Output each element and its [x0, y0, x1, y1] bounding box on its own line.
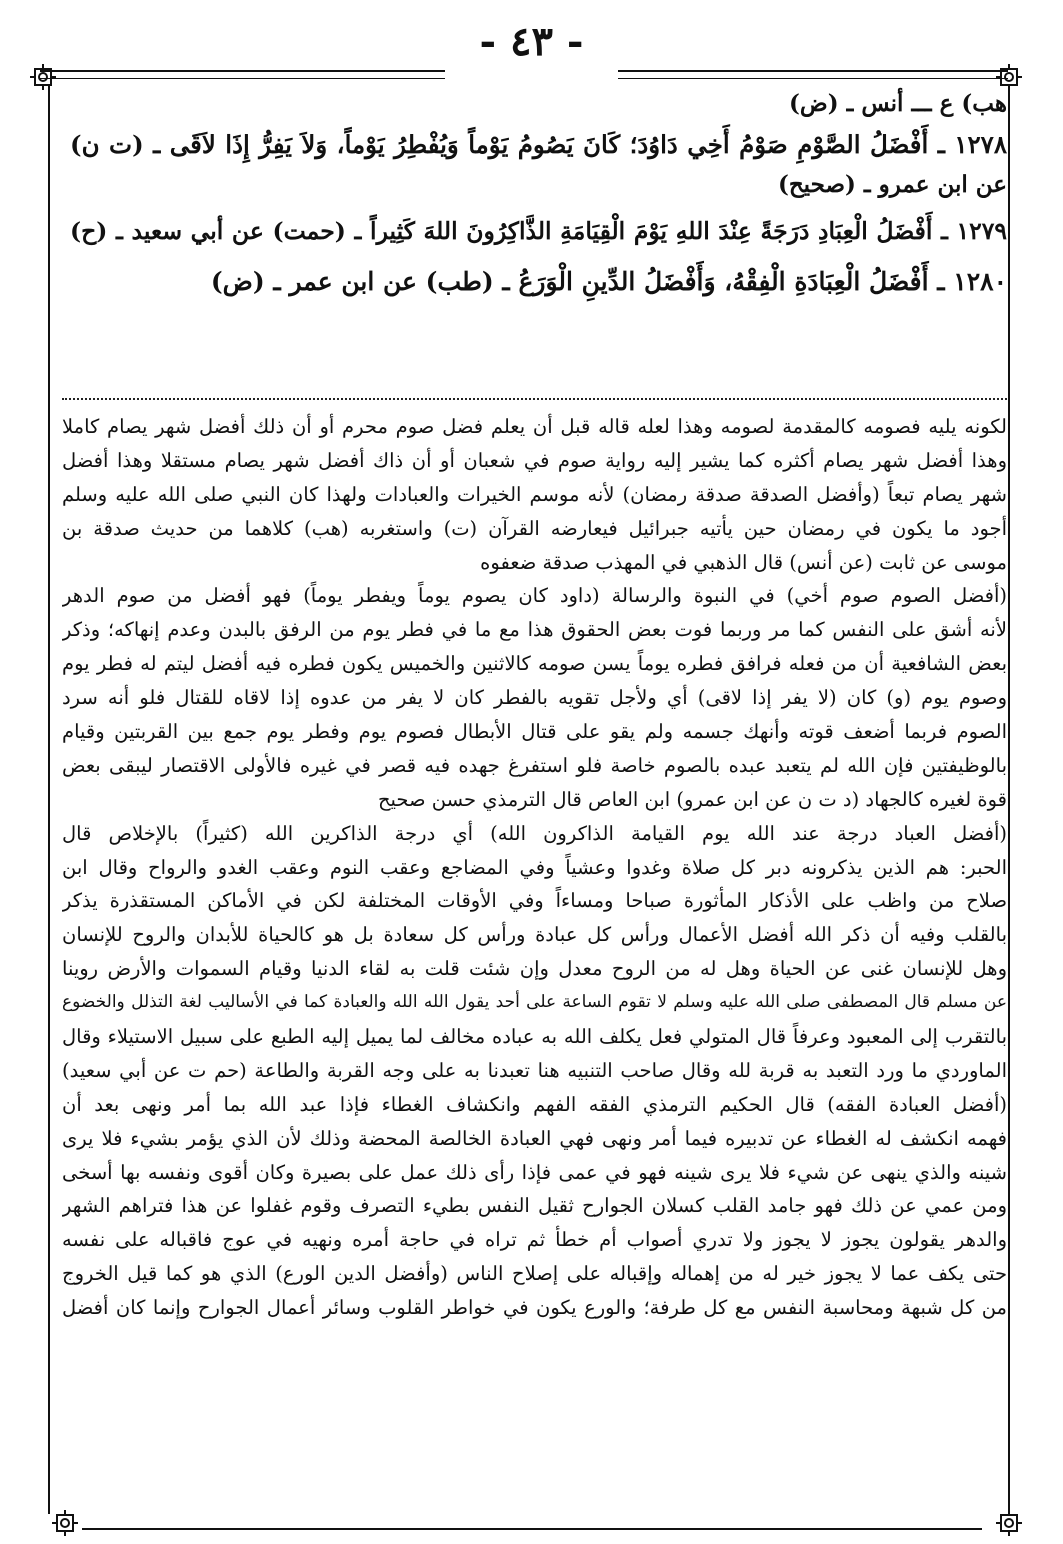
left-rule	[48, 84, 50, 1514]
commentary-line: بالتقرب إلى المعبود وعرفاً قال المتولي فعل يكلف الله به عباده مخالف لما يميل إليه الطبع على سبيل الاستيلاء وقال	[62, 1025, 1007, 1049]
hadith-1279-text: ١٢٧٩ ـ أَفْضَلُ الْعِبَادِ دَرَجَةً عِنْدَ اللهِ يَوْمَ الْقِيَامَةِ الذَّاكِرُونَ اللهَ كَثِيراً ـ (حمت) عن أبي سعيد ـ (ح)	[70, 216, 1007, 245]
commentary-line: (أفضل الصوم صوم أخي) في النبوة والرسالة (داود كان يصوم يوماً ويفطر يوماً) فهو أفضل من صوم الدهر	[62, 584, 1007, 608]
top-rule-left-lower	[40, 78, 445, 79]
commentary-line: (أفضل العباد درجة عند الله يوم القيامة الذاكرون الله) أي درجة الذاكرين الله (كثيراً) بالإخلاص قال	[62, 821, 1007, 845]
hadith-block	[70, 90, 1007, 297]
commentary-block	[62, 410, 1007, 1325]
commentary-line: قوة لغيره كالجهاد (د ت ن عن ابن عمرو) ابن العاص قال الترمذي حسن صحيح	[377, 787, 1007, 811]
right-rule	[1008, 84, 1010, 1514]
hadith-1278-source: عن ابن عمرو ـ (صحيح)	[777, 170, 1007, 198]
previous-hadith-source: هب) ع ـــ أنس ـ (ض)	[789, 90, 1007, 117]
commentary-line: بالقلب وفيه أن ذكر الله أفضل الأعمال ورأس كل عبادة ورأس كل سعادة بل هو كالحياة للأبدان والروح للإنسان	[62, 923, 1007, 947]
commentary-line: شينه والذي ينهى عن شيء فلا يرى شينه فهو في عمى فإذا رأى ذلك عمل على بصيرة وكان أقوى ونفسه بها أسخى	[62, 1160, 1007, 1184]
top-rule-right	[618, 70, 1008, 72]
commentary-line: بعض الشافعية أن من فعله فرافق فطره يوماً يسن صومه كالاثنين والخميس يكون فطره فيه أفضل ليتم له فطر يوم	[62, 652, 1007, 676]
top-rule-right-lower	[618, 78, 1008, 79]
hadith-1280-text: ١٢٨٠ ـ أَفْضَلُ الْعِبَادَةِ الْفِقْهُ، وَأَفْضَلُ الدِّينِ الْوَرَعُ ـ (طب) عن ابن عمر ـ (ض)	[210, 266, 1007, 296]
commentary-line: فهمه انكشف له الغطاء عن تدبيره فيما أمر ونهى فهي العبادة الخالصة المحضة وذلك لأن الذي يؤمر بشيء فلا يرى	[62, 1126, 1007, 1150]
commentary-line: حتى يكف عما لا يجوز خير له من إهماله وإقباله على إصلاح الناس (وأفضل الدين الورع) الذي هو كما قيل الخروج	[62, 1262, 1007, 1286]
corner-ornament-bottom-right-icon	[994, 1508, 1024, 1538]
corner-ornament-bottom-left-icon	[50, 1508, 80, 1538]
page-number: - ٤٣ -	[479, 18, 584, 65]
commentary-line: موسى عن ثابت (عن أنس) قال الذهبي في المهذب صدقة ضعفوه	[480, 550, 1007, 574]
commentary-line: وهل للإنسان غنى عن الحياة وهل له من الروح معدل وإن شئت قلت به لقاء الدنيا وقيام السموات والأرض روينا	[62, 957, 1007, 981]
commentary-line: ومن عمي عن ذلك فهو جامد القلب كسلان الجوارح ثقيل النفس بطيء التصرف وقوم غفلوا عن هذا فتراهم الشهر	[62, 1194, 1007, 1218]
commentary-line: (أفضل العبادة الفقه) قال الحكيم الترمذي الفقه الفهم وانكشاف الغطاء فإذا عبد الله بما أمر ونهى بعد أن	[62, 1092, 1007, 1116]
commentary-line: من كل شبهة ومحاسبة النفس مع كل طرفة؛ والورع يكون في خواطر القلوب وسائر أعمال الجوارح وإنما كان أفضل	[62, 1296, 1007, 1320]
hadith-1278-text: ١٢٧٨ ـ أَفْضَلُ الصَّوْمِ صَوْمُ أَخِي دَاوُدَ؛ كَانَ يَصُومُ يَوْماً وَيُفْطِرُ يَوْماً، وَلاَ يَفِرُّ إِذَا لاَقَى ـ (ت ن)	[70, 129, 1007, 159]
commentary-line: شهر يصام تبعاً (وأفضل الصدقة صدقة رمضان) لأنه موسم الخيرات والعبادات ولهذا كان النبي صلى الله عليه وسلم	[62, 482, 1007, 506]
commentary-line: الحبر: هم الذين يذكرونه دبر كل صلاة وغدوا وعشياً وفي المضاجع وعقب النوم وعقب الغدو والرواح وقال ابن	[62, 855, 1007, 879]
commentary-line: لأنه أشق على النفس كما مر وربما فوت بعض الحقوق هذا مع ما في فطر يوم من الرفق بالبدن وعدم إنهاكه؛ وذكر	[62, 618, 1007, 642]
commentary-line: الصوم فربما أضعف قوته وأنهك جسمه ولم يقو على قتال الأبطال فصوم يوم وفطر يوم جمع بين القربتين وقيام	[62, 720, 1007, 744]
commentary-line: والدهر يقولون يجوز لا يجوز ولا تدري أصواب أم خطأ ثم تراه في حاجة أمره ونهيه في عوج فاقباله على نفسه	[62, 1228, 1007, 1252]
commentary-line: الماوردي ما ورد التعبد به قربة لله وقال صاحب التنبيه هنا تعبدنا به على وجه القربة والطاعة (حم ت عن أبي سعيد)	[62, 1058, 1007, 1082]
dotted-separator	[62, 398, 1007, 400]
commentary-line: بالوظيفتين فإن الله لم يتعبد عبده بالصوم خاصة فلو استفرغ جهده فيه قصر في غيره فالأولى الاقتصار ليبقى بعض	[62, 753, 1007, 777]
commentary-line: عن مسلم قال المصطفى صلى الله عليه وسلم لا تقوم الساعة على أحد يقول الله الله والعبادة كما في الأساليب لغة التذلل والخضوع	[62, 992, 1007, 1013]
top-rule-left	[40, 70, 445, 72]
bottom-rule	[82, 1528, 982, 1530]
commentary-line: وصوم يوم (و) كان (لا يفر إذا لاقى) أي ولأجل تقويه بالفطر كان لا يفر من عدوه إذا لاقاه للقتال فلو أنه سرد	[62, 686, 1007, 710]
commentary-line: أجود ما يكون في رمضان حين يأتيه جبرائيل فيعارضه القرآن (ت) واستغربه (هب) كلاهما من حديث صدقة بن	[62, 516, 1007, 540]
corner-ornament-top-right-icon	[994, 62, 1024, 92]
corner-ornament-top-left-icon	[28, 62, 58, 92]
commentary-line: وهذا أفضل شهر يصام أكثره كما يشير إليه رواية صوم في شعبان أو أن ذاك أفضل شهر يصام مستقلا وهذا أفضل	[62, 448, 1007, 472]
commentary-line: لكونه يليه فصومه كالمقدمة لصومه وهذا لعله قاله قبل أن يعلم فضل صوم محرم أو أن ذلك أفضل شهر يصام كاملا	[62, 415, 1007, 438]
commentary-line: صلاح من واظب على الأذكار المأثورة صباحا ومساءاً وفي الأوقات المختلفة لكن في الأماكن المستقذرة يذكر	[62, 889, 1007, 913]
